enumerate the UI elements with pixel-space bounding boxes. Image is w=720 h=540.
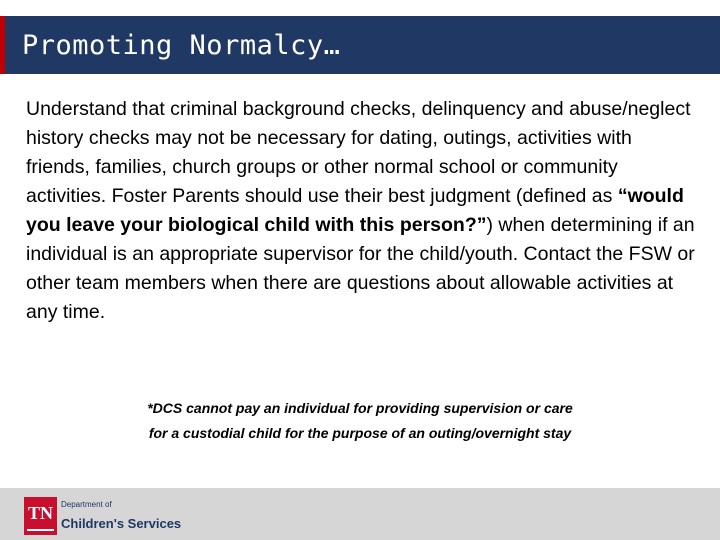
footnote-line-1: *DCS cannot pay an individual for providing supervision or care bbox=[147, 400, 573, 416]
body-text-part1: Understand that criminal background checks, delinquency and abuse/neglect history checks may not be necessary for dating, outings, activities with friends, families, church groups or other normal school or community activities. Foster Parents should use their best judgment (defined as bbox=[26, 98, 691, 207]
footnote-line-2: for a custodial child for the purpose of an outing/overnight stay bbox=[148, 425, 572, 441]
tn-logo-icon bbox=[24, 497, 57, 535]
organization-label: Children's Services bbox=[61, 516, 182, 531]
body-paragraph bbox=[26, 95, 701, 327]
body-text-part2: ) when determining if an individual is an appropriate supervisor for the child/youth. Contact the FSW or other team members when there are questions about allowable activities at any time. bbox=[26, 214, 695, 323]
body-text-emphasis: “would you leave your biological child with this person?” bbox=[26, 185, 684, 236]
dcs-logo bbox=[24, 497, 184, 537]
title-bar bbox=[0, 16, 720, 74]
department-label: Department of bbox=[61, 500, 112, 509]
tn-logo-text: TN bbox=[27, 503, 53, 523]
slide-title: Promoting Normalcy… bbox=[22, 30, 341, 61]
footnote bbox=[70, 396, 650, 446]
title-accent-stripe bbox=[0, 16, 5, 74]
tn-logo-underline bbox=[27, 529, 54, 531]
